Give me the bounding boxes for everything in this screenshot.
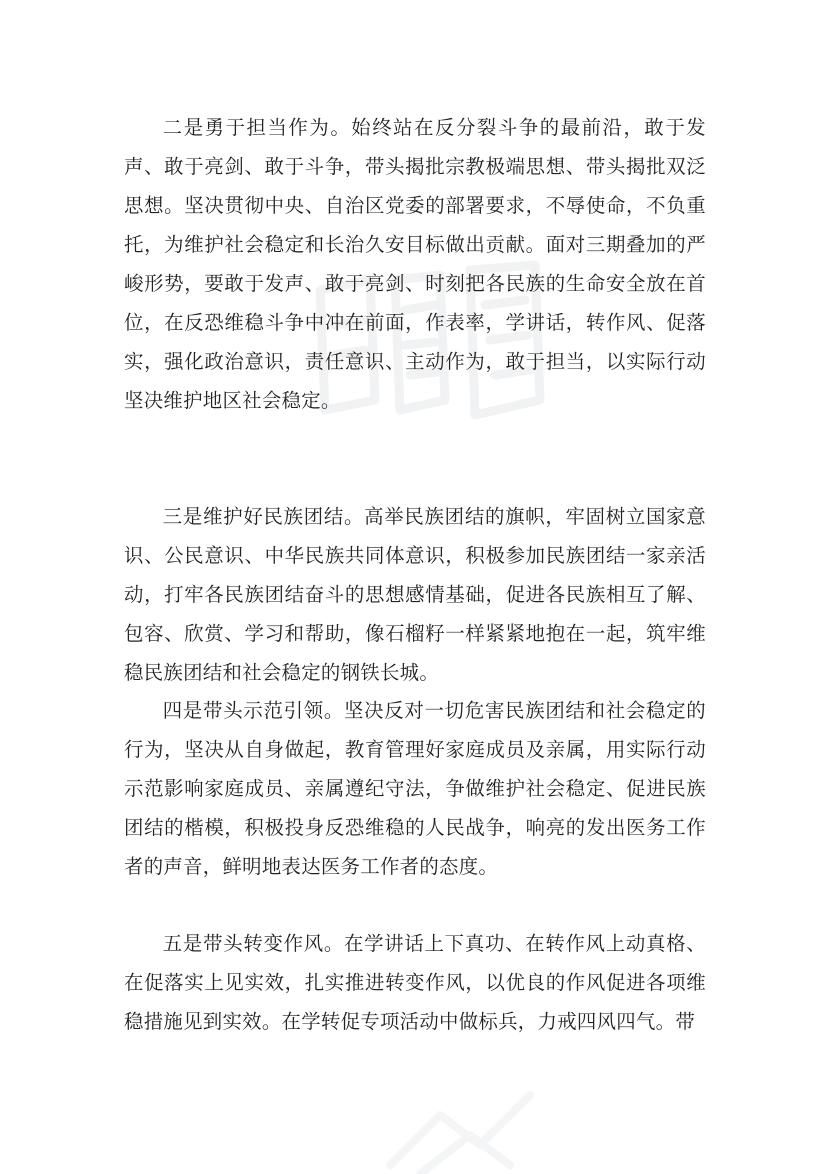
paragraph-2: 三是维护好民族团结。高举民族团结的旗帜，牢固树立国家意识、公民意识、中华民族共同体意识，积极参加民族团结一家亲活动，打牢各民族团结奋斗的思想感情基础，促进各民族相互了解、包容、欣赏、学习和帮助，像石榴籽一样紧紧地抱在一起，筑牢维稳民族团结和社会稳定的钢铁长城。	[124, 505, 706, 684]
watermark-logo-lower-icon	[360, 1075, 580, 1174]
paragraph-4: 五是带头转变作风。在学讲话上下真功、在转作风上动真格、在促落实上见实效，扎实推进转变作风，以优良的作风促进各项维稳措施见到实效。在学转促专项活动中做标兵，力戒四风四气。带	[124, 932, 706, 1033]
paragraph-1: 二是勇于担当作为。始终站在反分裂斗争的最前沿，敢于发声、敢于亮剑、敢于斗争，带头揭批宗教极端思想、带头揭批双泛思想。坚决贯彻中央、自治区党委的部署要求，不辱使命，不负重托，为维护社会稳定和长治久安目标做出贡献。面对三期叠加的严峻形势，要敢于发声、敢于亮剑、时刻把各民族的生命安全放在首位，在反恐维稳斗争中冲在前面，作表率，学讲话，转作风、促落实，强化政治意识，责任意识、主动作为，敢于担当，以实际行动坚决维护地区社会稳定。	[124, 116, 706, 412]
paragraph-3: 四是带头示范引领。坚决反对一切危害民族团结和社会稳定的行为，坚决从自身做起，教育管理好家庭成员及亲属，用实际行动示范影响家庭成员、亲属遵纪守法，争做维护社会稳定、促进民族团结的楷模，积极投身反恐维稳的人民战争，响亮的发出医务工作者的声音，鲜明地表达医务工作者的态度。	[124, 699, 706, 878]
